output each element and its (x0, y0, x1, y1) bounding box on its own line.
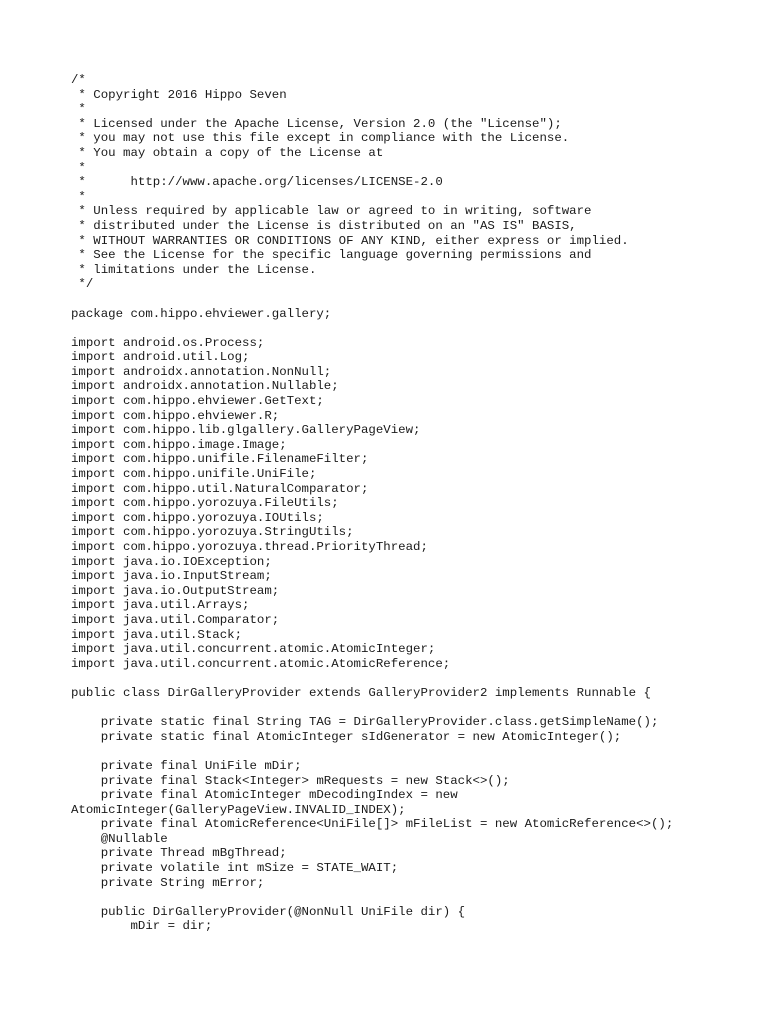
code-line (71, 701, 761, 716)
code-line: private final UniFile mDir; (71, 758, 302, 773)
code-line: AtomicInteger(GalleryPageView.INVALID_INDEX); (71, 802, 406, 817)
code-line: private final Stack<Integer> mRequests = new Stack<>(); (71, 773, 510, 788)
code-line: import com.hippo.ehviewer.GetText; (71, 394, 324, 409)
code-line: private volatile int mSize = STATE_WAIT; (71, 861, 399, 876)
code-line: import androidx.annotation.Nullable; (71, 379, 339, 394)
code-line (71, 321, 761, 336)
code-line: * (71, 189, 86, 204)
code-line: private static final AtomicInteger sIdGenerator = new AtomicInteger(); (71, 729, 622, 744)
code-line: package com.hippo.ehviewer.gallery; (71, 306, 332, 321)
code-line: * (71, 102, 86, 117)
code-line: import java.util.Stack; (71, 627, 243, 642)
source-code-block (71, 73, 761, 934)
code-line: private Thread mBgThread; (71, 846, 287, 861)
code-line: * See the License for the specific language governing permissions and (71, 248, 592, 263)
code-line: import java.util.concurrent.atomic.AtomicInteger; (71, 642, 436, 657)
code-line: import java.util.concurrent.atomic.AtomicReference; (71, 656, 451, 671)
code-line: private final AtomicReference<UniFile[]> mFileList = new AtomicReference<>(); (71, 817, 674, 832)
code-line: import com.hippo.yorozuya.FileUtils; (71, 496, 339, 511)
code-line (71, 744, 761, 759)
code-line: * Unless required by applicable law or agreed to in writing, software (71, 204, 592, 219)
code-line: mDir = dir; (71, 919, 213, 934)
code-line (71, 671, 761, 686)
code-line: import com.hippo.image.Image; (71, 437, 287, 452)
code-line: import com.hippo.yorozuya.IOUtils; (71, 510, 324, 525)
code-line: /* (71, 73, 86, 87)
code-line: * http://www.apache.org/licenses/LICENSE-2.0 (71, 175, 443, 190)
code-line: import java.io.OutputStream; (71, 583, 280, 598)
code-line: import com.hippo.lib.glgallery.GalleryPageView; (71, 423, 421, 438)
code-line: import androidx.annotation.NonNull; (71, 364, 332, 379)
code-line: import android.os.Process; (71, 335, 265, 350)
code-line: public class DirGalleryProvider extends GalleryProvider2 implements Runnable { (71, 685, 651, 700)
code-line: public DirGalleryProvider(@NonNull UniFile dir) { (71, 904, 466, 919)
code-line: * You may obtain a copy of the License at (71, 145, 384, 160)
code-line: * Licensed under the Apache License, Version 2.0 (the "License"); (71, 116, 562, 131)
code-line: * (71, 160, 86, 175)
code-line: * Copyright 2016 Hippo Seven (71, 87, 287, 102)
code-line: private final AtomicInteger mDecodingIndex = new (71, 788, 458, 803)
code-line: import com.hippo.util.NaturalComparator; (71, 481, 369, 496)
code-line: import com.hippo.ehviewer.R; (71, 408, 280, 423)
code-line: import com.hippo.yorozuya.thread.PriorityThread; (71, 540, 428, 554)
code-line: * WITHOUT WARRANTIES OR CONDITIONS OF ANY KIND, either express or implied. (71, 233, 629, 248)
code-line: import com.hippo.unifile.FilenameFilter; (71, 452, 369, 467)
code-line: * you may not use this file except in compliance with the License. (71, 131, 570, 146)
code-line: import java.io.InputStream; (71, 569, 272, 584)
code-line: private String mError; (71, 875, 265, 890)
code-line: import java.io.IOException; (71, 554, 272, 569)
code-line: * distributed under the License is distributed on an "AS IS" BASIS, (71, 218, 577, 233)
code-line: import android.util.Log; (71, 350, 250, 365)
code-line: import com.hippo.yorozuya.StringUtils; (71, 525, 354, 540)
code-line (71, 292, 761, 307)
code-line: import com.hippo.unifile.UniFile; (71, 467, 317, 482)
code-line: */ (71, 277, 94, 292)
code-line: import java.util.Comparator; (71, 612, 280, 627)
code-line: @Nullable (71, 831, 168, 846)
code-line: * limitations under the License. (71, 262, 317, 277)
code-line: import java.util.Arrays; (71, 598, 250, 613)
code-line: private static final String TAG = DirGalleryProvider.class.getSimpleName(); (71, 715, 659, 730)
code-line (71, 890, 761, 905)
